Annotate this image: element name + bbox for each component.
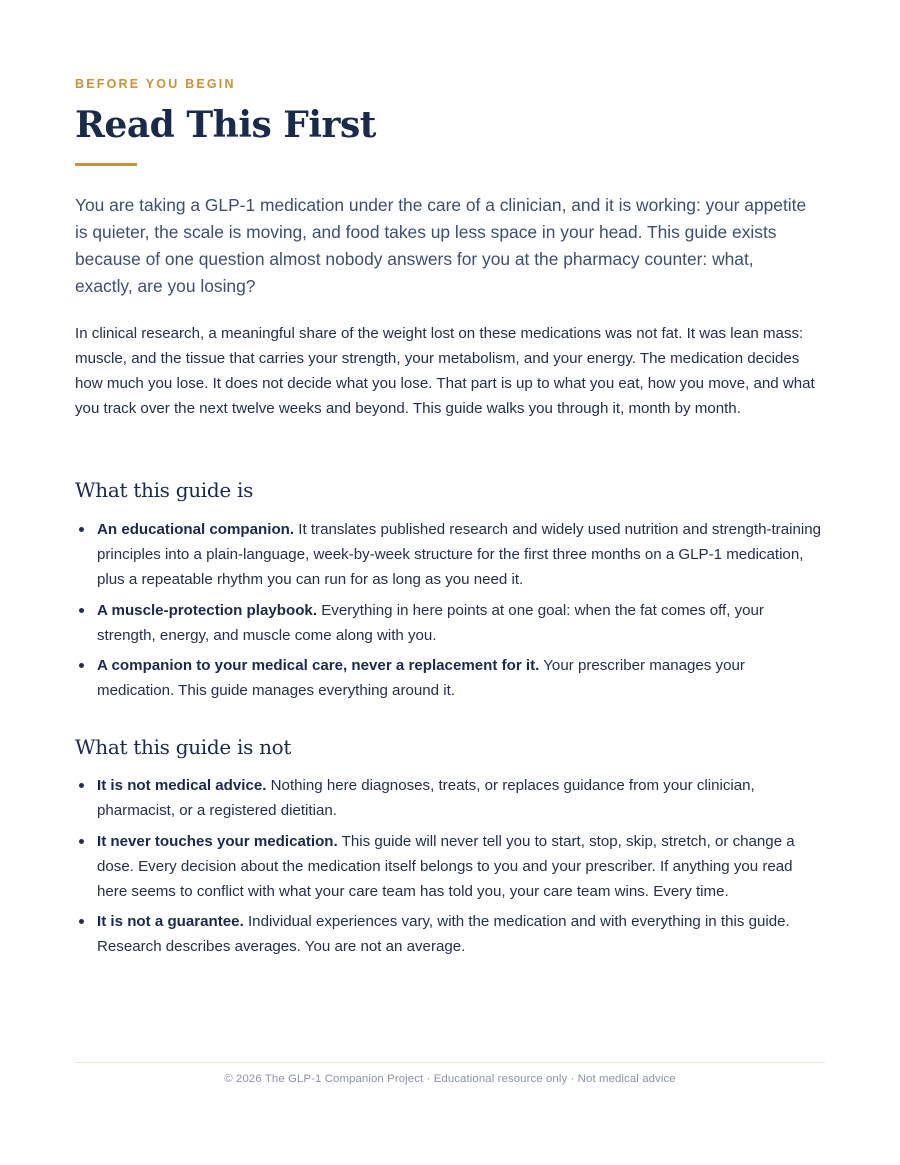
list-item-lead: An educational companion. xyxy=(97,521,295,538)
list-item-text: This guide will never tell you to start, stop, skip, stretch, or change a dose. Every decision about the medication itself belongs to you and your prescriber. If anything you read here seems to conflict with what your care team has told you, your care team wins. Every time. xyxy=(97,832,795,900)
list-item xyxy=(75,909,825,959)
what-it-is-not-list xyxy=(75,773,825,965)
bullet-icon xyxy=(79,527,84,532)
list-item-text: Nothing here diagnoses, treats, or replaces guidance from your clinician, pharmacist, or a registered dietitian. xyxy=(97,777,755,819)
bullet-icon xyxy=(79,919,84,924)
list-item-lead: A muscle-protection playbook. xyxy=(97,601,318,619)
list-item xyxy=(75,829,825,904)
bullet-icon xyxy=(79,608,84,613)
footer-text: © 2026 The GLP-1 Companion Project · Educational resource only · Not medical advice xyxy=(224,1073,676,1085)
page-title: Read This First xyxy=(75,104,376,146)
list-item-text: It translates published research and widely used nutrition and strength-training principles into a plain-language, week-by-week structure for the first three months on a GLP-1 medication, plus a repeatable rhythm you can run for as long as you need it. xyxy=(97,521,821,588)
footer-divider xyxy=(75,1062,825,1063)
what-it-is-not-heading: What this guide is not xyxy=(75,735,292,759)
lead-paragraph: You are taking a GLP-1 medication under the care of a clinician, and it is working: your appetite is quieter, the scale is moving, and food takes up less space in your head. This guide exists because of one question almost nobody answers for you at the pharmacy counter: what, exactly, are you losing? xyxy=(75,195,807,296)
list-item-text: Your prescriber manages your medication. This guide manages everything around it. xyxy=(97,657,745,699)
list-item-lead: A companion to your medical care, never a replacement for it. xyxy=(97,657,540,674)
title-accent-rule xyxy=(75,163,137,166)
list-item-text: Everything in here points at one goal: when the fat comes off, your strength, energy, and muscle come along with you. xyxy=(97,601,764,644)
bullet-icon xyxy=(79,839,84,844)
list-item-text: Individual experiences vary, with the medication and with everything in this guide. Research describes averages. You are not an average. xyxy=(97,913,790,955)
list-item xyxy=(75,517,825,592)
what-it-is-list xyxy=(75,517,825,709)
what-it-is-heading: What this guide is xyxy=(75,478,254,502)
section-eyebrow: BEFORE YOU BEGIN xyxy=(75,77,236,91)
list-item xyxy=(75,773,825,823)
bullet-icon xyxy=(79,783,84,788)
list-item-lead: It is not medical advice. xyxy=(97,777,267,794)
bullet-icon xyxy=(79,663,84,668)
list-item xyxy=(75,598,825,648)
list-item-lead: It is not a guarantee. xyxy=(97,913,244,930)
list-item xyxy=(75,653,825,703)
list-item-lead: It never touches your medication. xyxy=(97,832,338,850)
intro-paragraph: In clinical research, a meaningful share of the weight lost on these medications was not fat. It was lean mass: muscle, and the tissue that carries your strength, your metabolism, and your energy. The medication decides how much you lose. It does not decide what you lose. That part is up to what you eat, how you move, and what you track over the next twelve weeks and beyond. This guide walks you through it, month by month. xyxy=(75,325,815,417)
